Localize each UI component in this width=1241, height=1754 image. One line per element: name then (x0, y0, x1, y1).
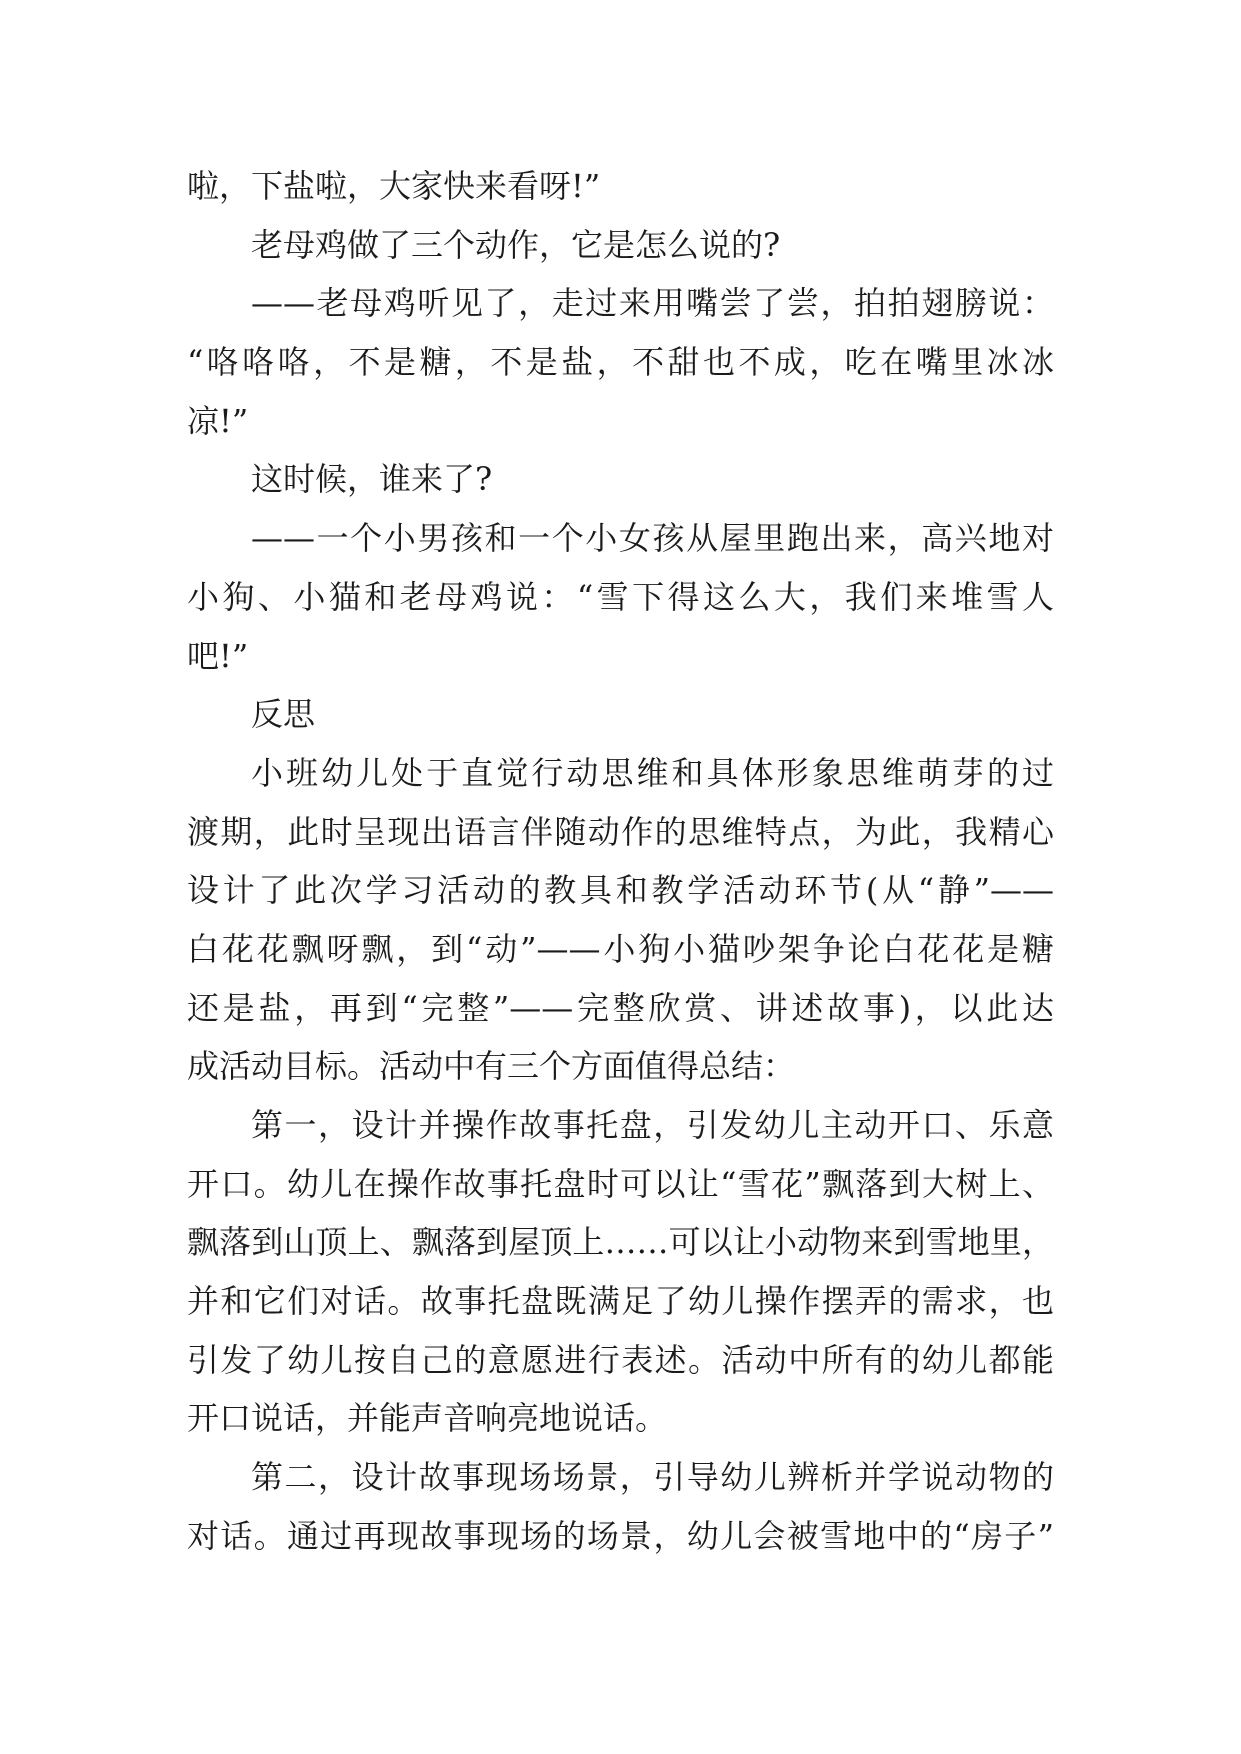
text-line: 飘落到山顶上、飘落到屋顶上……可以让小动物来到雪地里， (187, 1223, 1054, 1262)
paragraph (187, 509, 1054, 685)
text-line: 第一，设计并操作故事托盘，引发幼儿主动开口、乐意 (251, 1106, 1054, 1144)
text-line: 小狗、小猫和老母鸡说：“雪下得这么大，我们来堆雪人 (187, 577, 1054, 616)
text-line: 开口。幼儿在操作故事托盘时可以让“雪花”飘落到大树上、 (187, 1164, 1054, 1203)
text-line: 反思 (251, 695, 316, 734)
text-line: 小班幼儿处于直觉行动思维和具体形象思维萌芽的过 (251, 753, 1054, 792)
text-line: 凉!” (187, 401, 249, 440)
text-line: 这时候，谁来了? (251, 460, 493, 499)
paragraph (187, 1096, 1054, 1448)
text-line: “咯咯咯，不是糖，不是盐，不甜也不成，吃在嘴里冰冰 (187, 343, 1054, 382)
text-line: 引发了幼儿按自己的意愿进行表述。活动中所有的幼儿都能 (187, 1340, 1054, 1379)
text-line: 成活动目标。活动中有三个方面值得总结： (187, 1047, 796, 1086)
paragraph (187, 744, 1054, 1096)
document-body (187, 157, 1054, 1566)
text-line: 老母鸡做了三个动作，它是怎么说的? (251, 225, 781, 264)
paragraph (187, 1448, 1054, 1565)
section-heading (187, 685, 1054, 744)
text-line: 开口说话，并能声音响亮地说话。 (187, 1399, 668, 1438)
text-line: 第二，设计故事现场场景，引导幼儿辨析并学说动物的 (251, 1458, 1054, 1497)
text-line: ——老母鸡听见了，走过来用嘴尝了尝，拍拍翅膀说： (251, 284, 1054, 323)
text-line: 还是盐，再到“完整”——完整欣赏、讲述故事)，以此达 (187, 988, 1054, 1027)
paragraph (187, 274, 1054, 450)
text-line: 对话。通过再现故事现场的场景，幼儿会被雪地中的“房子” (187, 1516, 1054, 1555)
paragraph (187, 450, 1054, 509)
text-line: 渡期，此时呈现出语言伴随动作的思维特点，为此，我精心 (187, 812, 1054, 851)
text-line: 并和它们对话。故事托盘既满足了幼儿操作摆弄的需求，也 (187, 1282, 1054, 1321)
paragraph (187, 157, 1054, 216)
text-line: 啦，下盐啦，大家快来看呀!” (187, 167, 601, 205)
text-line: 白花花飘呀飘，到“动”——小狗小猫吵架争论白花花是糖 (187, 929, 1054, 968)
paragraph (187, 216, 1054, 275)
text-line: ——一个小男孩和一个小女孩从屋里跑出来，高兴地对 (251, 519, 1054, 558)
text-line: 设计了此次学习活动的教具和教学活动环节(从“静”—— (187, 871, 1054, 910)
text-line: 吧!” (187, 636, 249, 675)
